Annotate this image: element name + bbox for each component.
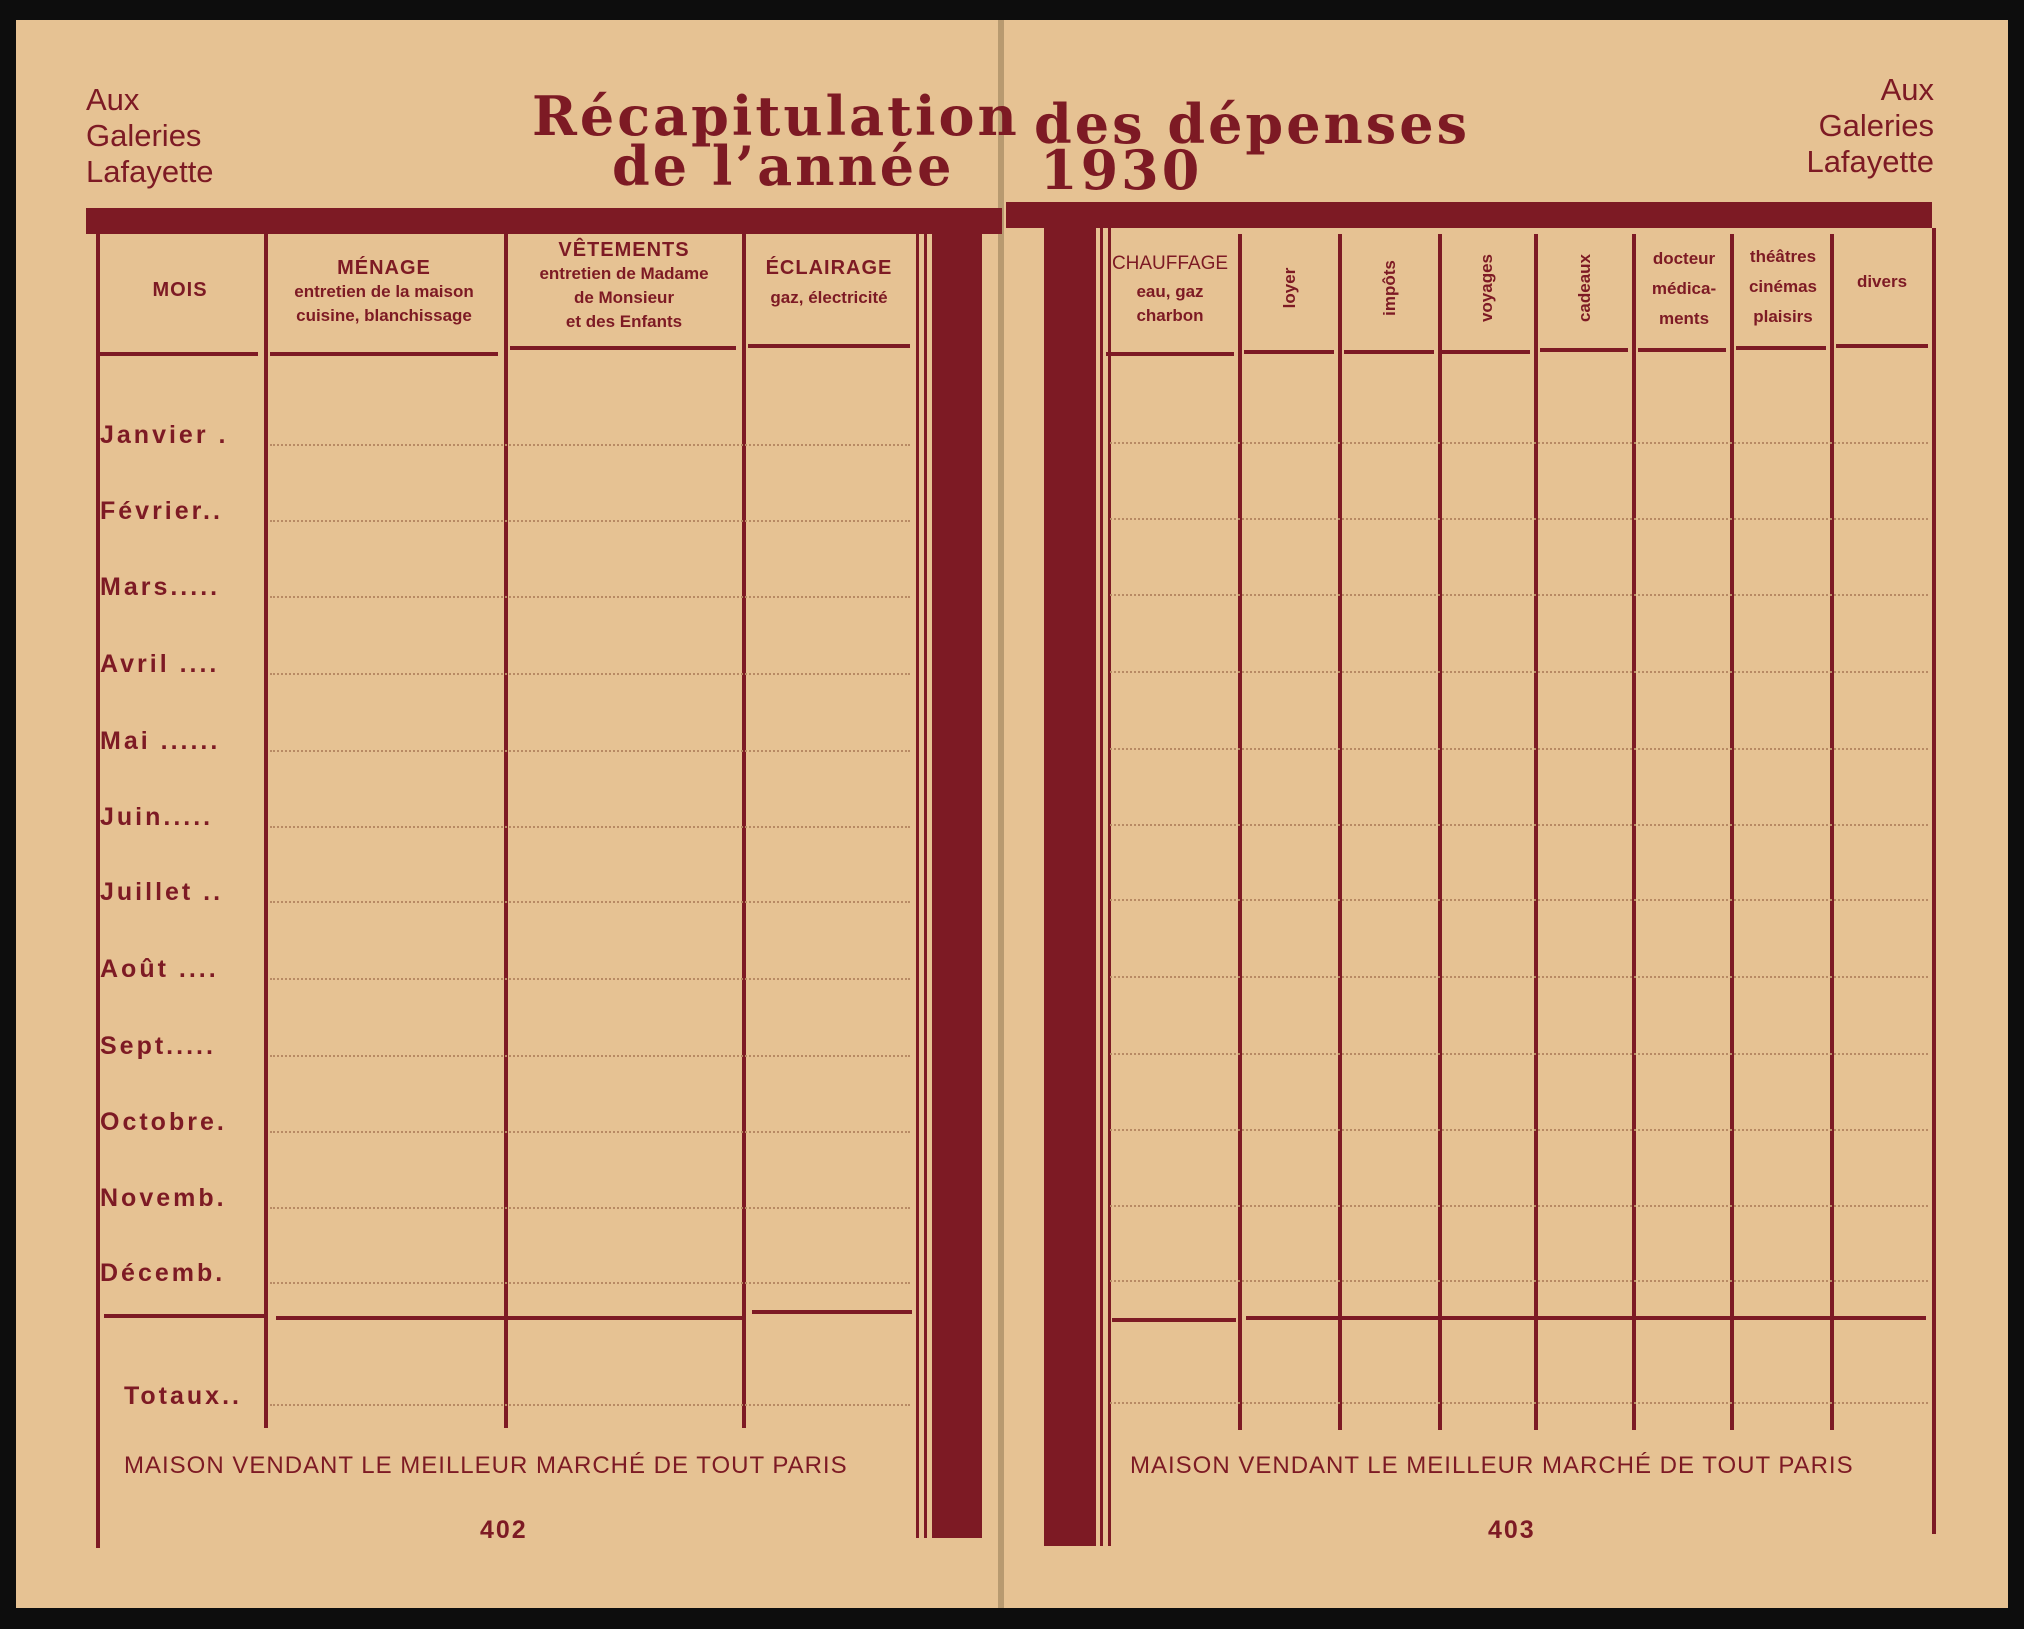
header-underline [1540, 348, 1628, 352]
thick-band-right [1044, 226, 1096, 1546]
column-divider [1108, 226, 1111, 1546]
header-underline [1638, 348, 1726, 352]
header-underline [1244, 350, 1334, 354]
brand-line: Galeries [86, 118, 202, 153]
brand-block-left [86, 82, 214, 190]
right-border-line [1932, 228, 1936, 1534]
month-label: Novemb. [100, 1184, 227, 1212]
column-divider [1830, 234, 1834, 1430]
column-divider [1100, 226, 1103, 1546]
month-label: Août .... [100, 955, 219, 983]
row-guide [1110, 671, 1928, 673]
row-guide [1110, 976, 1928, 978]
month-label: Février.. [100, 497, 223, 525]
month-label: Avril .... [100, 650, 220, 678]
header-underline [748, 344, 910, 348]
header-underline [1836, 344, 1928, 348]
thick-band-left [932, 226, 982, 1538]
row-guide [270, 444, 910, 446]
totals-label: Totaux.. [124, 1382, 242, 1410]
header-cadeaux: cadeaux [1575, 253, 1594, 323]
row-guide [1110, 1402, 1928, 1404]
month-label: Juillet .. [100, 878, 224, 906]
column-divider [1238, 234, 1242, 1430]
totals-separator [752, 1310, 912, 1314]
header-mois: MOIS [152, 279, 208, 301]
header-underline [1442, 350, 1530, 354]
row-guide [1110, 442, 1928, 444]
brand-line: Lafayette [1806, 144, 1934, 179]
row-guide [270, 750, 910, 752]
column-divider [1438, 234, 1442, 1430]
row-guide [270, 1404, 910, 1406]
page-number-right: 403 [1488, 1516, 1536, 1544]
month-label: Janvier . [100, 421, 229, 449]
column-divider [742, 234, 746, 1428]
row-guide [270, 826, 910, 828]
title-line-2: de l’année [612, 134, 955, 198]
header-loyer: loyer [1280, 267, 1299, 309]
top-band-left [86, 208, 1002, 234]
brand-line: Aux [1880, 72, 1934, 107]
brand-line: Aux [86, 82, 140, 117]
row-guide [270, 1055, 910, 1057]
row-guide [270, 901, 910, 903]
column-divider [916, 226, 919, 1538]
row-guide [270, 1282, 910, 1284]
column-divider [1632, 234, 1636, 1430]
month-label: Mai ...... [100, 727, 221, 755]
row-guide [1110, 748, 1928, 750]
row-guide [270, 1207, 910, 1209]
row-guide [1110, 1129, 1928, 1131]
header-eclairage: ÉCLAIRAGE gaz, électricité [765, 257, 893, 307]
column-divider [264, 234, 268, 1428]
row-guide [1110, 594, 1928, 596]
row-guide [270, 1131, 910, 1133]
column-divider [1338, 234, 1342, 1430]
row-guide [270, 673, 910, 675]
header-underline [1106, 352, 1234, 356]
header-voyages: voyages [1477, 253, 1496, 323]
brand-block-right [1760, 72, 1934, 180]
header-divers: divers [1856, 272, 1908, 291]
column-divider [924, 226, 927, 1538]
header-chauffage: CHAUFFAGE eau, gaz charbon [1111, 253, 1229, 325]
header-underline [1344, 350, 1434, 354]
row-guide [270, 596, 910, 598]
header-underline [270, 352, 498, 356]
row-guide [1110, 518, 1928, 520]
footer-slogan-left: MAISON VENDANT LE MEILLEUR MARCHÉ DE TOUT PARIS [124, 1452, 848, 1479]
brand-line: Galeries [1818, 108, 1934, 143]
row-guide [1110, 1280, 1928, 1282]
month-label: Mars..... [100, 573, 221, 601]
totals-separator [1112, 1318, 1236, 1322]
row-guide [1110, 1205, 1928, 1207]
header-docteur: docteur médica- ments [1651, 249, 1717, 328]
month-label: Décemb. [100, 1259, 226, 1287]
brand-line: Lafayette [86, 154, 214, 189]
header-underline [510, 346, 736, 350]
title-line-1: Récapitulation [532, 84, 1020, 148]
row-guide [270, 520, 910, 522]
page-number-left: 402 [480, 1516, 528, 1544]
month-label: Juin..... [100, 803, 214, 831]
row-guide [1110, 1053, 1928, 1055]
row-guide [1110, 824, 1928, 826]
header-menage: MÉNAGE entretien de la maison cuisine, blanchissage [294, 257, 474, 325]
header-underline [98, 352, 258, 356]
column-divider [1534, 234, 1538, 1430]
title-line-3: des dépenses [1034, 92, 1470, 156]
header-underline [1736, 346, 1826, 350]
totals-separator [1246, 1316, 1926, 1320]
header-vetements: VÊTEMENTS entretien de Madame de Monsieur et des Enfants [539, 239, 709, 331]
month-label: Sept..... [100, 1032, 216, 1060]
totals-separator [104, 1314, 264, 1318]
top-band-right [1006, 202, 1932, 228]
footer-slogan-right: MAISON VENDANT LE MEILLEUR MARCHÉ DE TOUT PARIS [1130, 1452, 1854, 1479]
column-divider [1730, 234, 1734, 1430]
row-guide [270, 978, 910, 980]
totals-separator [276, 1316, 746, 1320]
row-guide [1110, 899, 1928, 901]
title-line-4: 1930 [1040, 138, 1203, 202]
column-divider [504, 234, 508, 1428]
month-label: Octobre. [100, 1108, 227, 1136]
header-impots: impôts [1380, 260, 1399, 316]
header-theatres: théâtres cinémas plaisirs [1748, 247, 1818, 326]
